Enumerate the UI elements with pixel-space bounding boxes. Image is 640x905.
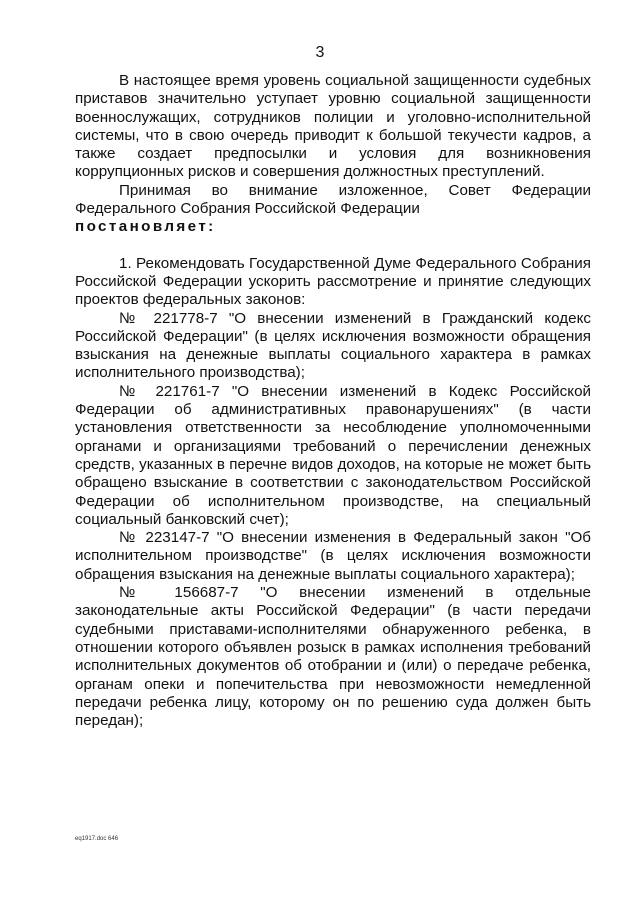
bill-156687-7: № 156687-7 "О внесении изменений в отдельные законодательные акты Российской Федерации" (в части передачи судебными приставами-исполнителями обнаруженного ребенка, в отношении которого объявлен розыск в рамках исполнения требований исполнительных документов об отобрании и (или) о передаче ребенка, органам опеки и попечительства при невозможности немедленной передачи ребенка лицу, которому он по решению суда должен быть передан); [75, 584, 591, 730]
bill-221778-7: № 221778-7 "О внесении изменений в Гражданский кодекс Российской Федерации" (в целях исключения возможности обращения взыскания на денежные выплаты социального характера в рамках исполнительного производства); [75, 309, 591, 382]
paragraph-gap [75, 237, 591, 255]
paragraph-social-protection: В настоящее время уровень социальной защищенности судебных приставов значительно уступает уровню социальной защищенности военнослужащих, сотрудников полиции и уголовно-исполнительной системы, что в свою очередь приводит к большой текучести кадров, а также создает предпосылки и условия для возникновения коррупционных рисков и совершения должностных преступлений. [75, 72, 591, 181]
document-body [75, 72, 591, 730]
bill-221761-7: № 221761-7 "О внесении изменений в Кодекс Российской Федерации об административных правонарушениях" (в части установления ответственности за несоблюдение уполномоченными органами и организациями требований о перечислении денежных средств, указанных в перечне видов доходов, на которые не может быть обращено взыскание в соответствии с законодательством Российской Федерации об исполнительном производстве, на специальный социальный банковский счет); [75, 382, 591, 528]
paragraph-recommendation: 1. Рекомендовать Государственной Думе Федерального Собрания Российской Федерации ускорить рассмотрение и принятие следующих проектов федеральных законов: [75, 254, 591, 309]
resolution-verb: постановляет: [75, 218, 216, 236]
bill-223147-7: № 223147-7 "О внесении изменения в Федеральный закон "Об исполнительном производстве" (в целях исключения возможности обращения взыскания на денежные выплаты социального характера); [75, 529, 591, 583]
paragraph-preamble: Принимая во внимание изложенное, Совет Федерации Федерального Собрания Российской Федерации [75, 181, 591, 218]
page-number: 3 [315, 44, 325, 61]
resolution-heading [75, 218, 591, 236]
file-footer: eq1917.doc 646 [75, 836, 119, 842]
